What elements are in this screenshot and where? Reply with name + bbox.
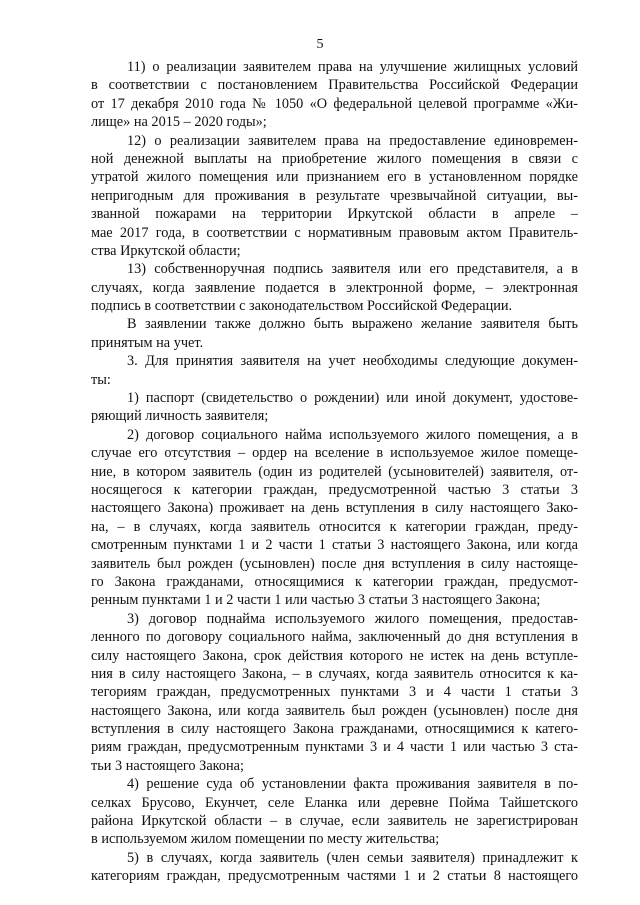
paragraph-doc-1: [91, 389, 578, 426]
paragraph-doc-4: [91, 775, 578, 849]
text-line: селках Брусово, Екунчет, селе Еланка или деревне Пойма Тайшетского: [91, 794, 578, 811]
text-line: 4) решение суда об установлении факта проживания заявителя в по-: [127, 776, 578, 793]
text-line: носящегося к категории граждан, предусмотренной частью 3 статьи 3: [91, 481, 578, 498]
text-line: тьи 3 настоящего Закона;: [91, 757, 245, 774]
text-line: 12) о реализации заявителем права на предоставление единовремен-: [127, 132, 578, 149]
text-line: званной пожарами на территории Иркутской области в апреле –: [91, 206, 578, 223]
text-line: ства Иркутской области;: [91, 242, 241, 259]
text-line: в соответствии с постановлением Правительства Российской Федерации: [91, 77, 578, 94]
paragraph-doc-2: [91, 426, 578, 610]
text-line: ленного по договору социального найма, заключенный до дня вступления в: [91, 629, 578, 646]
text-line: категориям граждан, предусмотренным частями 1 и 2 статьи 8 настоящего: [91, 868, 578, 885]
text-line: В заявлении также должно быть выражено желание заявителя быть: [127, 316, 578, 333]
text-line: 3) договор поднайма используемого жилого помещения, предостав-: [127, 610, 578, 627]
paragraph-section-3: [91, 352, 578, 389]
paragraph-item-12: [91, 132, 578, 261]
text-line: го Закона гражданами, относящимися к категории граждан, предусмот-: [91, 573, 578, 590]
text-line: 2) договор социального найма используемого жилого помещения, а в: [127, 426, 578, 443]
paragraph-item-11: [91, 58, 578, 132]
text-line: силу настоящего Закона, срок действия которого не истек на день вступле-: [91, 647, 578, 664]
paragraph-desire-note: [91, 315, 578, 352]
text-line: смотренным пунктами 1 и 2 части 1 статьи 3 настоящего Закона, или когда: [91, 537, 578, 554]
text-line: 11) о реализации заявителем права на улучшение жилищных условий: [127, 59, 578, 75]
page-number: 5: [316, 37, 324, 52]
text-line: от 17 декабря 2010 года № 1050 «О федеральной целевой программе «Жи-: [91, 95, 578, 112]
text-line: принятым на учет.: [91, 334, 204, 351]
text-line: 13) собственноручная подпись заявителя или его представителя, а в: [127, 261, 578, 278]
text-line: 5) в случаях, когда заявитель (член семьи заявителя) принадлежит к: [127, 849, 578, 866]
text-line: района Иркутской области – в случае, если заявитель не зарегистрирован: [91, 813, 578, 830]
text-line: ной денежной выплаты на приобретение жилого помещения в связи с: [91, 150, 578, 167]
text-line: вступления в силу настоящего Закона гражданами, относящимися к катего-: [91, 721, 578, 738]
text-line: в используемом жилом помещении по месту жительства;: [91, 831, 440, 848]
text-line: случаях, когда заявление подается в электронной форме, – электронная: [91, 279, 578, 296]
text-line: тегориям граждан, предусмотренных пунктами 3 и 4 части 1 статьи 3: [91, 684, 578, 701]
paragraph-doc-5: [91, 849, 578, 886]
text-line: настоящего Закона, или когда заявитель был рожден (усыновлен) после дня: [91, 702, 578, 719]
text-line: подпись в соответствии с законодательством Российской Федерации.: [91, 298, 513, 315]
text-line: лище» на 2015 – 2020 годы»;: [91, 114, 267, 131]
text-line: ренным пунктами 1 и 2 части 1 или частью 3 статьи 3 настоящего Закона;: [91, 592, 541, 609]
text-line: ния в силу настоящего Закона, – в случаях, когда заявитель относится к ка-: [91, 665, 578, 682]
text-line: ты:: [91, 371, 111, 388]
text-line: 3. Для принятия заявителя на учет необходимы следующие докумен-: [127, 353, 578, 370]
text-line: ние, в котором заявитель (один из родителей (усыновителей) заявителя, от-: [91, 463, 578, 480]
text-line: заявитель был рожден (усыновлен) после дня вступления в силу настояще-: [91, 555, 578, 572]
text-line: 1) паспорт (свидетельство о рождении) или иной документ, удостове-: [127, 390, 578, 407]
paragraph-doc-3: [91, 610, 578, 776]
paragraph-item-13: [91, 260, 578, 315]
text-line: ряющий личность заявителя;: [91, 408, 269, 425]
document-body: [91, 58, 578, 886]
text-line: случае его отсутствия – ордер на вселение в используемое жилое помеще-: [91, 445, 578, 462]
text-line: мае 2017 года, в соответствии с нормативным правовым актом Правитель-: [91, 224, 578, 241]
text-line: настоящего Закона) проживает на день вступления в силу настоящего Зако-: [91, 500, 578, 517]
text-line: утратой жилого помещения или признанием его в установленном порядке: [91, 169, 578, 186]
text-line: на, – в случаях, когда заявитель относится к категории граждан, преду-: [91, 518, 578, 535]
text-line: риям граждан, предусмотренным пунктами 3 и 4 части 1 или частью 3 ста-: [91, 739, 578, 756]
text-line: непригодным для проживания в результате чрезвычайной ситуации, вы-: [91, 187, 578, 204]
